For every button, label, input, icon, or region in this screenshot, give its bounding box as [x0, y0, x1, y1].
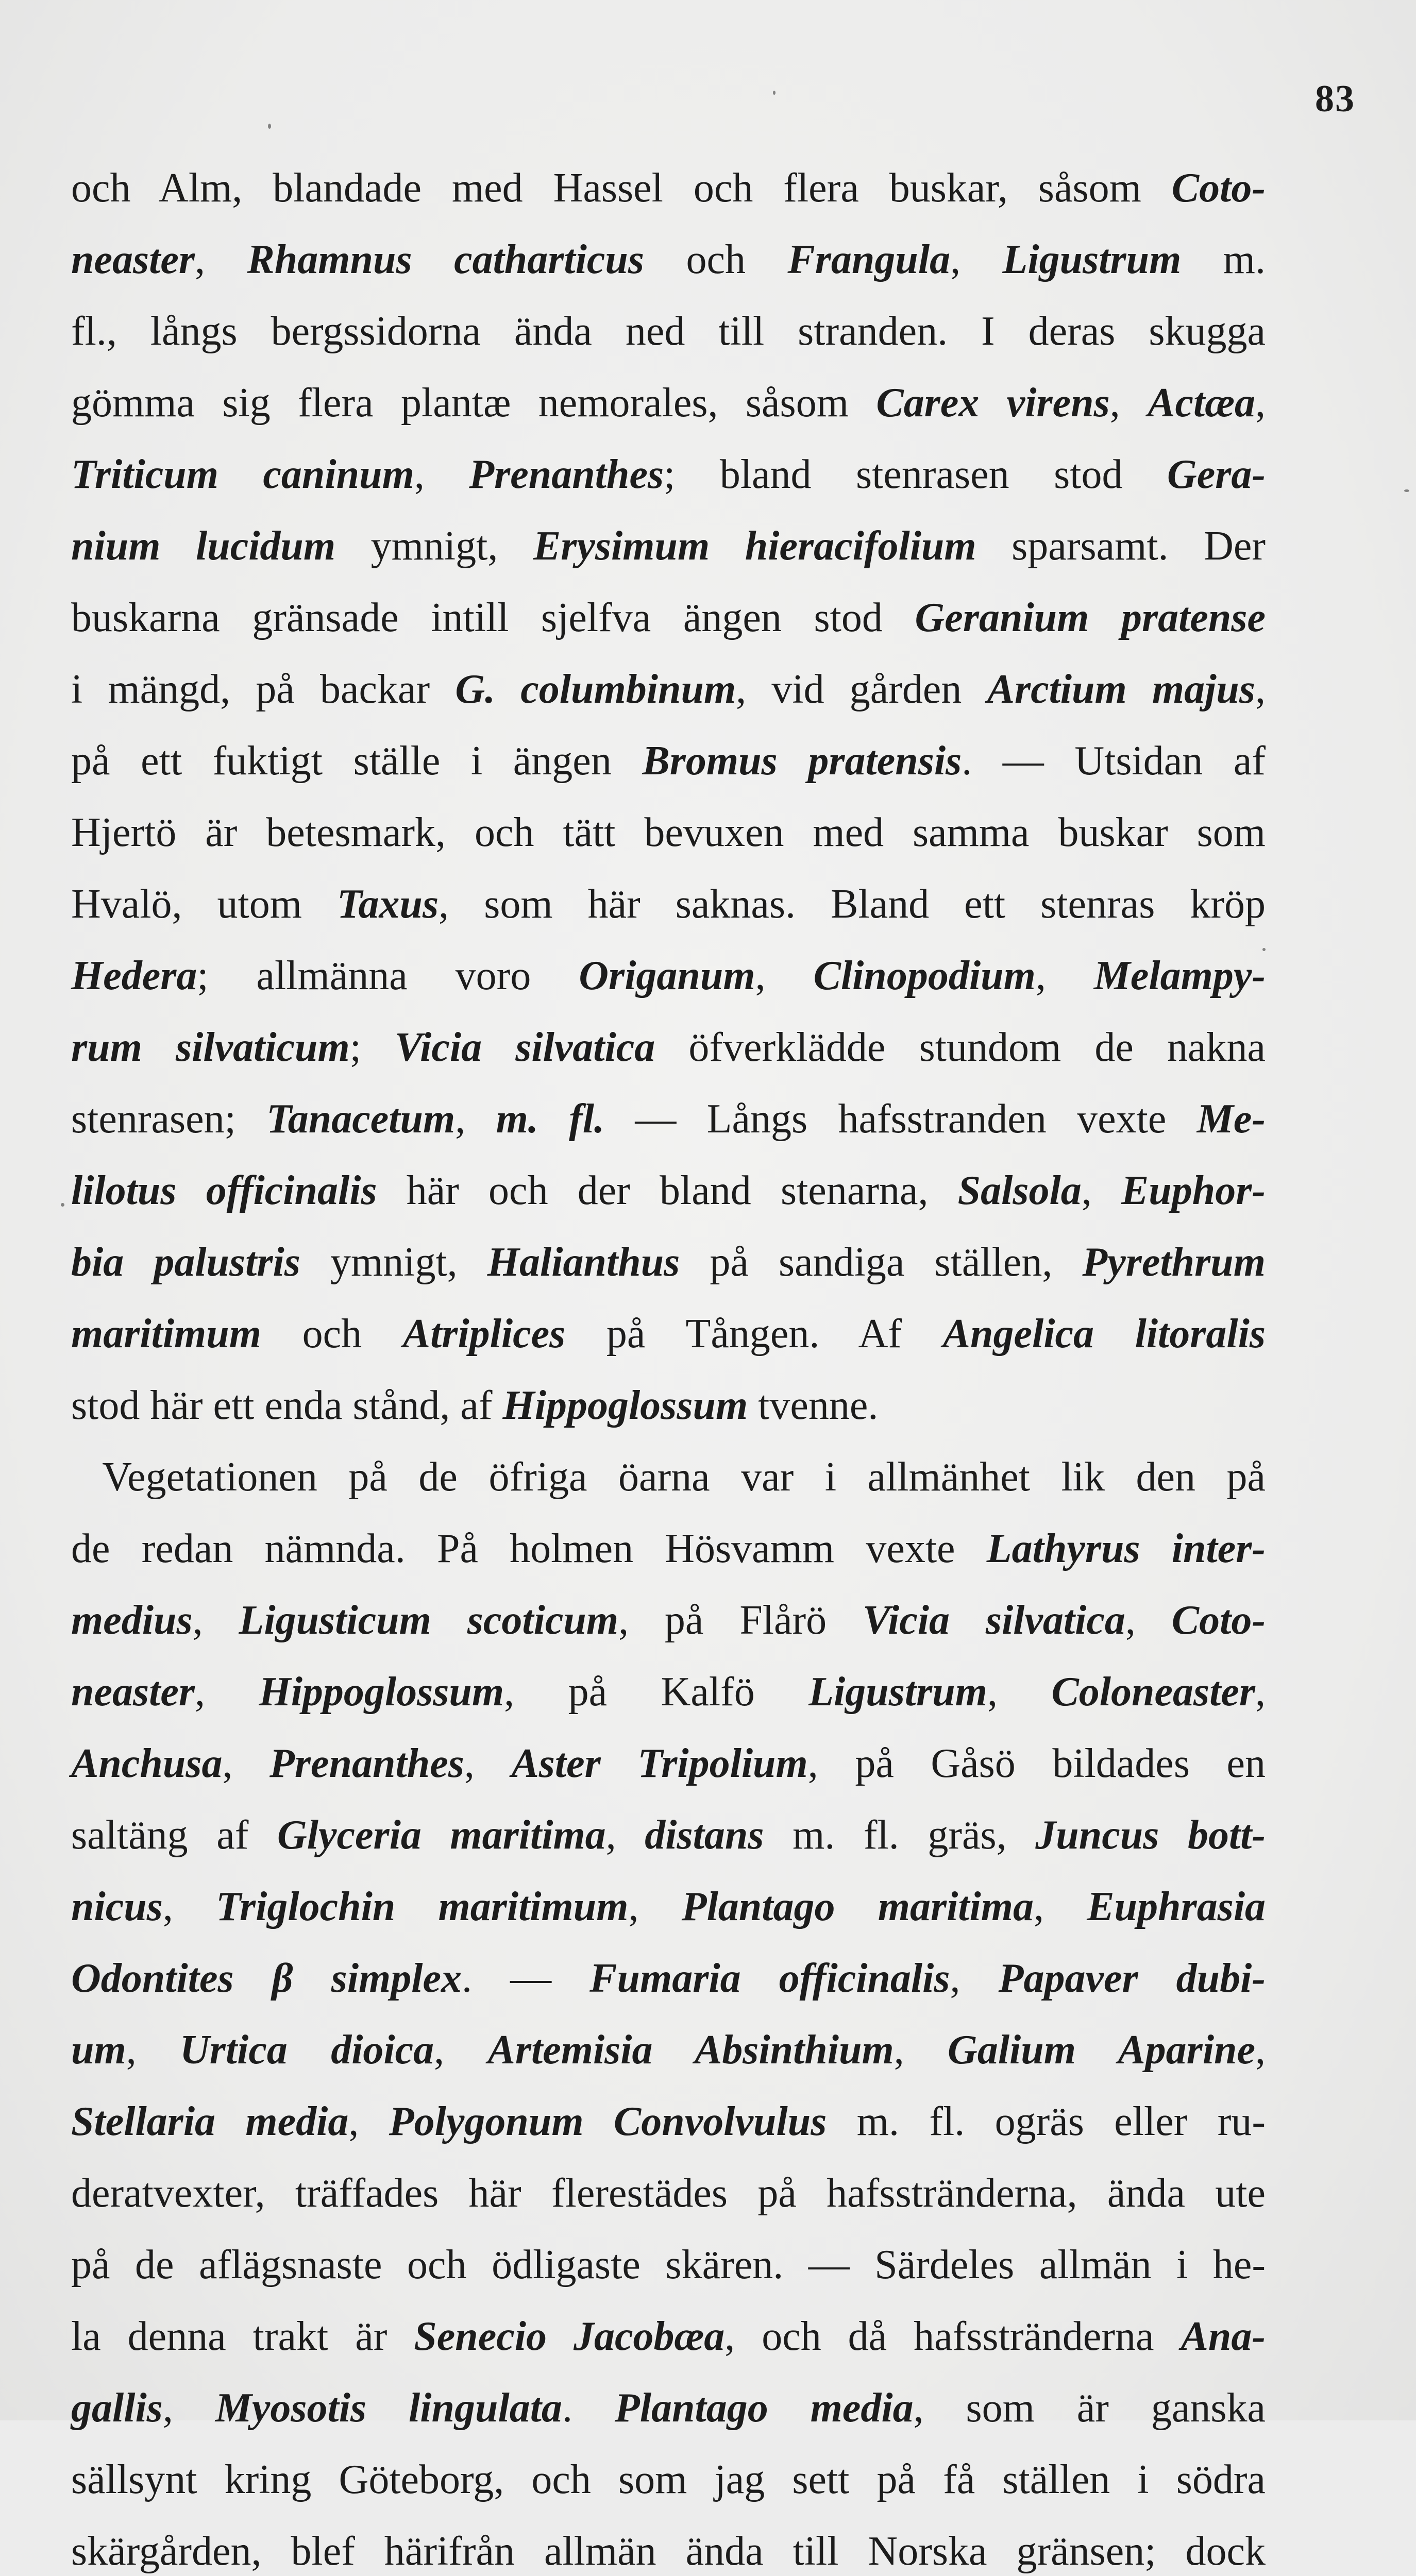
text-segment: , [1081, 1168, 1121, 1213]
text-segment: , på Gåsö bildades en [807, 1741, 1266, 1786]
italic-taxon: medius [71, 1598, 193, 1643]
text-line [71, 439, 1266, 511]
italic-taxon: Erysimum hieracifolium [533, 523, 976, 569]
italic-taxon: Glyceria maritima [277, 1812, 606, 1858]
italic-taxon: neaster [71, 1669, 195, 1715]
text-segment: ymnigt, [300, 1240, 487, 1285]
text-line [71, 1943, 1266, 2014]
text-segment: gömma sig flera plantæ nemorales, såsom [71, 380, 876, 426]
text-segment: på sandiga ställen, [680, 1240, 1083, 1285]
italic-taxon: Melampy- [1093, 953, 1266, 998]
text-segment: saltäng af [71, 1812, 277, 1858]
italic-taxon: Me- [1196, 1096, 1266, 1142]
italic-taxon: Carex virens [876, 380, 1110, 426]
italic-taxon: Ligustrum [808, 1669, 987, 1715]
text-segment: och [261, 1311, 403, 1357]
text-segment: — Långs hafsstranden vexte [604, 1096, 1197, 1142]
italic-taxon: Ligustrum [1002, 237, 1182, 282]
paper-speck [61, 1203, 64, 1207]
italic-taxon: Hippoglossum [502, 1383, 748, 1428]
italic-taxon: Euphor- [1121, 1168, 1266, 1213]
italic-taxon: m. fl. [496, 1096, 604, 1142]
text-segment: här och der bland stenarna, [377, 1168, 958, 1213]
italic-taxon: Anchusa [71, 1741, 223, 1786]
text-line [71, 2229, 1266, 2301]
text-segment: , [455, 1096, 496, 1142]
text-line [71, 1155, 1266, 1227]
italic-taxon: Vicia silvatica [863, 1598, 1125, 1643]
text-segment: , [195, 237, 247, 282]
text-line [71, 1227, 1266, 1298]
text-segment: ymnigt, [335, 523, 533, 569]
text-line [71, 2372, 1266, 2444]
italic-taxon: Ligusticum scoticum [239, 1598, 619, 1643]
paper-speck [268, 124, 271, 129]
text-segment: , [1109, 380, 1148, 426]
text-segment: sparsamt. Der [976, 523, 1266, 569]
text-segment: , [1255, 2027, 1266, 2073]
text-line [71, 1656, 1266, 1728]
text-segment: , [1034, 1884, 1087, 1929]
text-line [71, 2158, 1266, 2229]
italic-taxon: Origanum [579, 953, 755, 998]
text-line [71, 296, 1266, 367]
italic-taxon: Clinopodium [813, 953, 1036, 998]
italic-taxon: Angelica litoralis [942, 1311, 1266, 1357]
italic-taxon: Fumaria officinalis [589, 1956, 950, 2001]
text-segment: fl., långs bergssidorna ända ned till stranden. I deras skugga [71, 309, 1266, 354]
text-segment: på de aflägsnaste och ödligaste skären. — Särdeles allmän i he- [71, 2242, 1266, 2287]
text-segment: , som här saknas. Bland ett stenras kröp [439, 882, 1266, 927]
text-segment: , [628, 1884, 682, 1929]
text-segment: . — [462, 1956, 590, 2001]
italic-taxon: distans [645, 1812, 764, 1858]
text-segment: på Tången. Af [565, 1311, 943, 1357]
text-line [71, 511, 1266, 582]
italic-taxon: Plantago media [614, 2385, 914, 2431]
text-segment: . — Utsidan af [962, 738, 1266, 784]
italic-taxon: Juncus bott- [1035, 1812, 1266, 1858]
italic-taxon: neaster [71, 237, 195, 282]
text-segment: öfverklädde stundom de nakna [655, 1025, 1266, 1070]
italic-taxon: Ana- [1181, 2314, 1266, 2359]
text-line [71, 1513, 1266, 1585]
text-segment: m. fl. ogräs eller ru- [827, 2099, 1266, 2144]
italic-taxon: Coto- [1171, 165, 1266, 211]
italic-taxon: Urtica dioica [180, 2027, 434, 2073]
italic-taxon: Frangula [787, 237, 951, 282]
italic-taxon: Halianthus [487, 1240, 680, 1285]
text-segment: buskarna gränsade intill sjelfva ängen stod [71, 595, 915, 640]
italic-taxon: Geranium pratense [915, 595, 1266, 640]
italic-taxon: Aster Tripolium [511, 1741, 808, 1786]
text-segment: , [195, 1669, 259, 1715]
text-segment: , [434, 2027, 488, 2073]
text-segment: , [950, 1956, 999, 2001]
text-line [71, 152, 1266, 224]
text-segment: sällsynt kring Göteborg, och som jag sett på få ställen i södra [71, 2457, 1266, 2502]
page-number: 83 [1315, 78, 1355, 120]
text-segment: , [987, 1669, 1052, 1715]
italic-taxon: Hippoglossum [259, 1669, 504, 1715]
text-line [71, 582, 1266, 654]
text-segment: , [162, 1884, 216, 1929]
text-line [71, 2301, 1266, 2372]
text-segment: la denna trakt är [71, 2314, 414, 2359]
italic-taxon: Artemisia Absinthium [487, 2027, 894, 2073]
italic-taxon: Prenanthes [469, 452, 664, 497]
italic-taxon: gallis [71, 2385, 163, 2431]
text-line [71, 940, 1266, 1012]
italic-taxon: Pyrethrum [1082, 1240, 1266, 1285]
text-segment: , och då hafsstränderna [724, 2314, 1181, 2359]
text-segment: på ett fuktigt ställe i ängen [71, 738, 643, 784]
text-segment: ; bland stenrasen stod [664, 452, 1167, 497]
text-line [71, 1442, 1266, 1513]
text-segment: , som är ganska [913, 2385, 1266, 2431]
text-segment: , [950, 237, 1003, 282]
italic-taxon: Actæa [1148, 380, 1256, 426]
italic-taxon: maritimum [71, 1311, 261, 1357]
italic-taxon: Prenanthes [269, 1741, 464, 1786]
text-segment: de redan nämnda. På holmen Hösvamm vexte [71, 1526, 987, 1571]
text-segment: , [192, 1598, 239, 1643]
text-line [71, 797, 1266, 869]
italic-taxon: Rhamnus catharticus [247, 237, 645, 282]
italic-taxon: Arctium majus [987, 667, 1255, 712]
italic-taxon: Papaver dubi- [998, 1956, 1266, 2001]
text-line [71, 1083, 1266, 1155]
italic-taxon: Bromus pratensis [642, 738, 962, 784]
italic-taxon: nicus [71, 1884, 163, 1929]
text-line [71, 2014, 1266, 2086]
text-segment: Vegetationen på de öfriga öarna var i allmänhet lik den på [102, 1454, 1266, 1500]
italic-taxon: Lathyrus inter- [986, 1526, 1266, 1571]
italic-taxon: Galium Aparine [948, 2027, 1256, 2073]
text-line [71, 654, 1266, 725]
italic-taxon: Coto- [1171, 1598, 1266, 1643]
italic-taxon: nium lucidum [71, 523, 336, 569]
text-line [71, 367, 1266, 439]
text-segment: skärgården, blef härifrån allmän ända till Norska gränsen; dock [71, 2529, 1266, 2574]
text-segment: , vid gården [736, 667, 987, 712]
text-segment: och Alm, blandade med Hassel och flera buskar, såsom [71, 165, 1172, 211]
text-segment: , [755, 953, 814, 998]
text-line [71, 1800, 1266, 1871]
text-segment: och [644, 237, 788, 282]
italic-taxon: Tanacetum [266, 1096, 456, 1142]
text-segment: , [1125, 1598, 1172, 1643]
text-line [71, 1585, 1266, 1656]
text-line [71, 725, 1266, 797]
text-segment: , [1255, 1669, 1266, 1715]
italic-taxon: Atriplices [402, 1311, 566, 1357]
text-line [71, 869, 1266, 940]
italic-taxon: G. columbinum [455, 667, 736, 712]
text-line [71, 1728, 1266, 1800]
text-segment: ; allmänna voro [197, 953, 579, 998]
text-segment: , [894, 2027, 948, 2073]
text-segment: stenrasen; [71, 1096, 267, 1142]
italic-taxon: Coloneaster [1051, 1669, 1256, 1715]
text-line [71, 224, 1266, 296]
text-segment: , [1255, 667, 1266, 712]
italic-taxon: rum silvaticum [71, 1025, 350, 1070]
paper-speck [773, 91, 776, 95]
italic-taxon: Gera- [1167, 452, 1266, 497]
italic-taxon: lilotus officinalis [71, 1168, 377, 1213]
italic-taxon: Triglochin maritimum [216, 1884, 629, 1929]
text-segment: m. [1181, 237, 1266, 282]
text-line [71, 1370, 1266, 1442]
italic-taxon: Senecio Jacobæa [414, 2314, 725, 2359]
italic-taxon: Hedera [71, 953, 197, 998]
text-segment: i mängd, på backar [71, 667, 456, 712]
text-segment: stod här ett enda stånd, af [71, 1383, 503, 1428]
italic-taxon: Stellaria media [71, 2099, 349, 2144]
paper-speck [1404, 489, 1409, 492]
paper-speck [1262, 948, 1266, 951]
text-segment: , [162, 2385, 215, 2431]
italic-taxon: bia palustris [71, 1240, 300, 1285]
text-line [71, 2516, 1266, 2576]
text-segment: . [562, 2385, 615, 2431]
text-segment: , [605, 1812, 645, 1858]
text-segment: , [1035, 953, 1094, 998]
text-line [71, 1298, 1266, 1370]
text-segment: , [222, 1741, 270, 1786]
text-segment: , [348, 2099, 389, 2144]
italic-taxon: Euphrasia [1087, 1884, 1266, 1929]
italic-taxon: Plantago maritima [681, 1884, 1034, 1929]
italic-taxon: um [71, 2027, 126, 2073]
italic-taxon: Salsola [957, 1168, 1082, 1213]
italic-taxon: Triticum caninum [71, 452, 414, 497]
text-segment: , [1255, 380, 1266, 426]
text-line [71, 2444, 1266, 2516]
italic-taxon: Taxus [337, 882, 439, 927]
text-segment: , [464, 1741, 512, 1786]
italic-taxon: Vicia silvatica [395, 1025, 655, 1070]
text-line [71, 1871, 1266, 1943]
text-segment: , på Flårö [618, 1598, 863, 1643]
text-segment: , [126, 2027, 180, 2073]
text-segment: deratvexter, träffades här flerestädes på hafsstränderna, ända ute [71, 2171, 1266, 2216]
italic-taxon: Polygonum Convolvulus [389, 2099, 827, 2144]
text-segment: m. fl. gräs, [764, 1812, 1036, 1858]
text-segment: ; [349, 1025, 395, 1070]
text-segment: , på Kalfö [504, 1669, 809, 1715]
text-segment: Hvalö, utom [71, 882, 338, 927]
text-segment: tvenne. [748, 1383, 879, 1428]
text-line [71, 2086, 1266, 2158]
italic-taxon: Odontites β simplex [71, 1956, 462, 2001]
body-text [71, 152, 1266, 2576]
text-segment: Hjertö är betesmark, och tätt bevuxen med samma buskar som [71, 810, 1266, 855]
text-segment: , [414, 452, 469, 497]
text-line [71, 1012, 1266, 1083]
italic-taxon: Myosotis lingulata [215, 2385, 562, 2431]
